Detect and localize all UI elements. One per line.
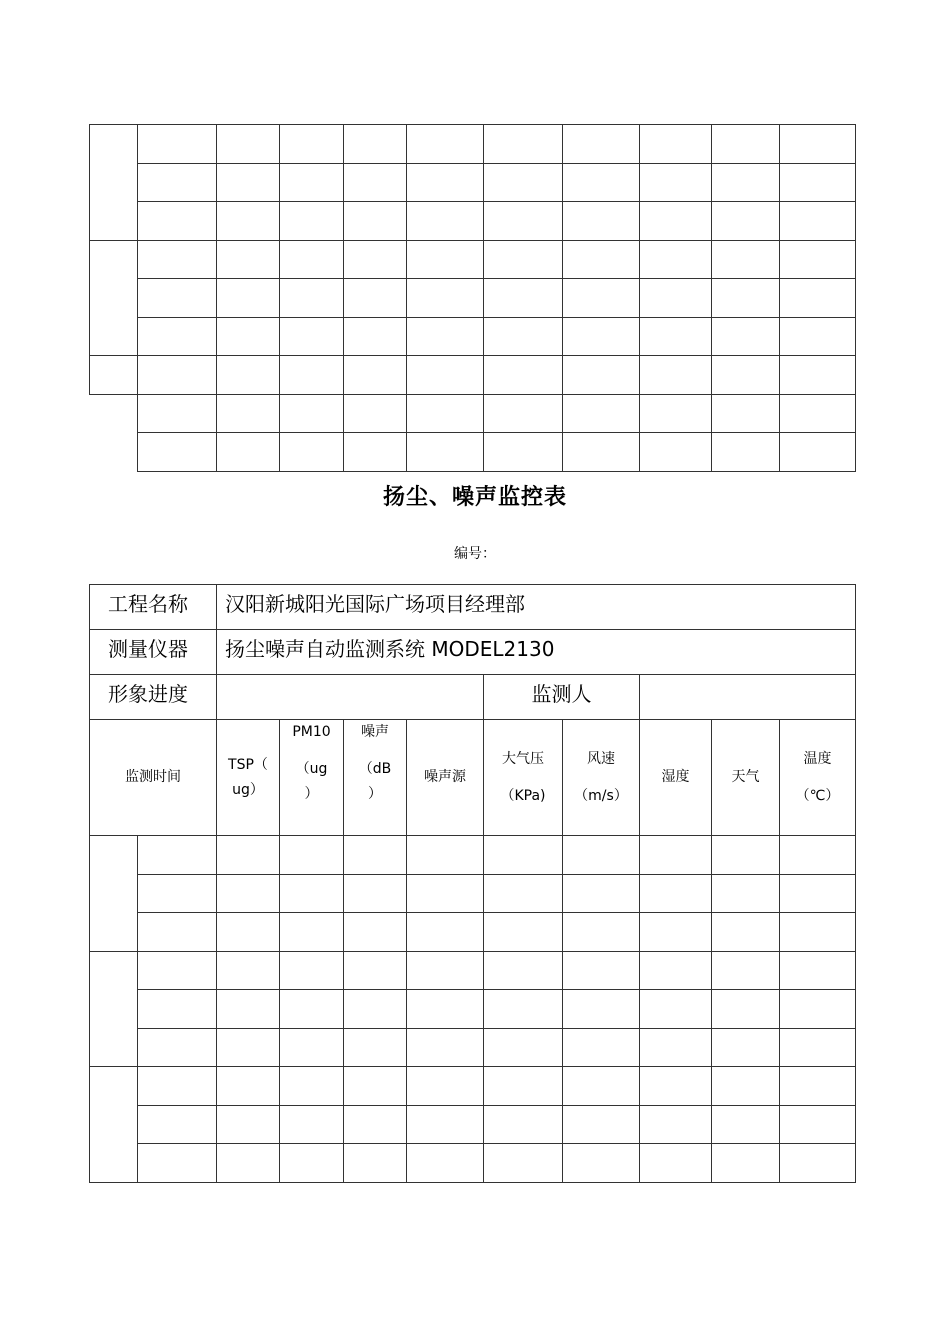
date-group-cell[interactable] [90,356,138,395]
header-weather: 天气 [712,720,780,836]
header-temperature: 温度 （℃） [780,720,856,836]
progress-label: 形象进度 [90,675,217,720]
document-number-label: 编号： [454,546,496,562]
table-row [90,394,856,433]
project-name-row [90,585,856,630]
table-row [90,240,856,279]
instrument-value[interactable]: 扬尘噪声自动监测系统 MODEL2130 [217,630,856,675]
table-row [90,836,856,875]
table-row [90,356,856,395]
table-row [90,125,856,164]
header-noise-source: 噪声源 [407,720,484,836]
dust-noise-monitoring-table [89,584,856,1183]
header-pm10: PM10 （ug ） [280,720,344,836]
project-name-value[interactable]: 汉阳新城阳光国际广场项目经理部 [217,585,856,630]
instrument-row [90,630,856,675]
page-title: 扬尘、噪声监控表 [382,485,567,510]
header-pressure: 大气压 （KPa) [484,720,563,836]
table-row [90,433,856,472]
date-group-cell[interactable] [90,1067,138,1183]
continued-monitoring-table [89,124,856,472]
header-humidity: 湿度 [640,720,712,836]
date-group-cell[interactable] [90,240,138,356]
date-group-cell[interactable] [90,125,138,241]
header-wind-speed: 风速 （m/s） [563,720,640,836]
header-monitoring-time: 监测时间 [90,720,217,836]
progress-row [90,675,856,720]
monitor-person-label: 监测人 [484,675,640,720]
table-row [90,317,856,356]
date-group-cell[interactable] [90,951,138,1067]
project-name-label: 工程名称 [90,585,217,630]
table-row [90,951,856,990]
header-tsp: TSP（ ug） [217,720,280,836]
monitor-person-value[interactable] [640,675,856,720]
table-row [90,990,856,1029]
table-row [90,1067,856,1106]
table-row [90,202,856,241]
table-row [90,1144,856,1183]
date-group-cell[interactable] [90,836,138,952]
header-noise: 噪声 （dB ） [344,720,407,836]
progress-value[interactable] [217,675,484,720]
table-row [90,874,856,913]
table-row [90,279,856,318]
table-row [90,913,856,952]
instrument-label: 测量仪器 [90,630,217,675]
table-row [90,1028,856,1067]
column-header-row [90,720,856,836]
table-row [90,1105,856,1144]
table-row [90,163,856,202]
